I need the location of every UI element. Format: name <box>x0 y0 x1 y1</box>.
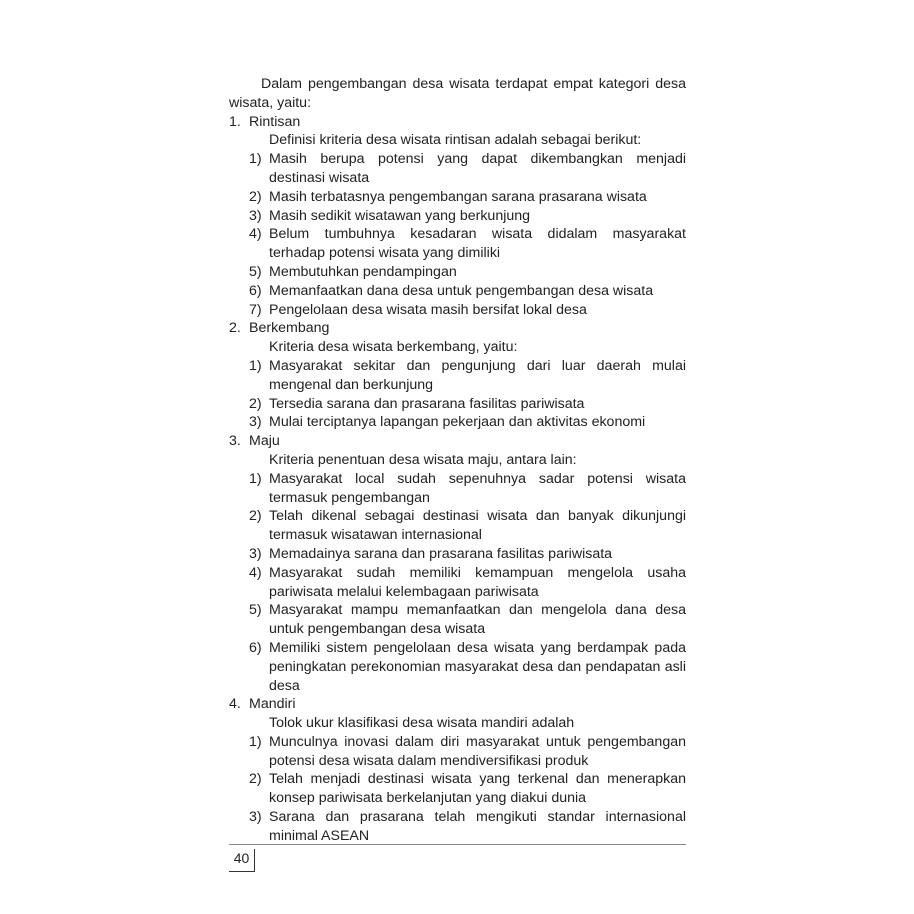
criteria-item <box>249 639 686 695</box>
category-lead: Definisi kriteria desa wisata rintisan adalah sebagai berikut: <box>269 132 642 149</box>
criteria-number: 3) <box>249 414 262 431</box>
criteria-number: 5) <box>249 602 262 619</box>
criteria-item <box>249 188 686 207</box>
criteria-text: Masyarakat mampu memanfaatkan dan mengelola dana desa untuk pengembangan desa wisata <box>269 602 686 638</box>
page-number: 40 <box>229 849 255 872</box>
criteria-item <box>249 357 686 395</box>
criteria-text: Masih berupa potensi yang dapat dikembangkan menjadi destinasi wisata <box>269 151 686 186</box>
criteria-text: Masyarakat local sudah sepenuhnya sadar potensi wisata termasuk pengembangan <box>269 470 686 506</box>
category-lead: Tolok ukur klasifikasi desa wisata mandiri adalah <box>269 715 575 732</box>
criteria-number: 1) <box>249 470 262 487</box>
criteria-number: 6) <box>249 639 262 656</box>
criteria-text: Mulai terciptanya lapangan pekerjaan dan aktivitas ekonomi <box>269 414 646 431</box>
criteria-number: 3) <box>249 545 262 562</box>
criteria-item <box>249 601 686 639</box>
category-lead: Kriteria desa wisata berkembang, yaitu: <box>269 339 518 356</box>
criteria-list <box>229 733 686 846</box>
criteria-item <box>249 150 686 188</box>
criteria-number: 5) <box>249 263 262 280</box>
criteria-text: Memiliki sistem pengelolaan desa wisata yang berdampak pada peningkatan perekonomian masyarakat desa dan pendapatan asli desa <box>269 639 686 694</box>
category-title: Berkembang <box>249 320 330 337</box>
category-heading <box>229 113 686 132</box>
criteria-text: Pengelolaan desa wisata masih bersifat lokal desa <box>269 301 587 318</box>
criteria-number: 2) <box>249 508 262 525</box>
category-heading <box>229 695 686 714</box>
criteria-text: Membutuhkan pendampingan <box>269 263 457 280</box>
criteria-number: 3) <box>249 809 262 826</box>
criteria-list <box>229 150 686 319</box>
criteria-item <box>249 225 686 263</box>
category-section <box>229 695 686 845</box>
criteria-number: 4) <box>249 564 262 581</box>
criteria-list <box>229 357 686 432</box>
criteria-item <box>249 808 686 846</box>
criteria-number: 2) <box>249 188 262 205</box>
category-section <box>229 319 686 432</box>
footer-rule <box>229 844 686 845</box>
criteria-text: Memanfaatkan dana desa untuk pengembangan desa wisata <box>269 282 654 299</box>
category-heading <box>229 319 686 338</box>
intro-paragraph: Dalam pengembangan desa wisata terdapat empat kategori desa wisata, yaitu: <box>229 76 686 111</box>
criteria-text: Masyarakat sekitar dan pengunjung dari luar daerah mulai mengenal dan berkunjung <box>269 357 686 393</box>
criteria-text: Masih sedikit wisatawan yang berkunjung <box>269 207 531 224</box>
criteria-item <box>249 263 686 282</box>
criteria-list <box>229 470 686 696</box>
criteria-number: 3) <box>249 207 262 224</box>
category-title: Maju <box>249 433 280 450</box>
criteria-item <box>249 301 686 320</box>
criteria-item <box>249 207 686 226</box>
category-heading <box>229 432 686 451</box>
category-number: 2. <box>229 320 241 337</box>
criteria-number: 1) <box>249 151 262 168</box>
criteria-number: 2) <box>249 395 262 412</box>
criteria-text: Tersedia sarana dan prasarana fasilitas pariwisata <box>269 395 585 412</box>
category-lead: Kriteria penentuan desa wisata maju, antara lain: <box>269 451 577 468</box>
criteria-number: 1) <box>249 733 262 750</box>
criteria-number: 2) <box>249 771 262 788</box>
criteria-text: Telah menjadi destinasi wisata yang terkenal dan menerapkan konsep pariwisata berkelanjutan yang diakui dunia <box>269 771 686 807</box>
category-title: Mandiri <box>249 696 296 713</box>
criteria-item <box>249 395 686 414</box>
category-title: Rintisan <box>249 113 301 130</box>
page-body <box>229 75 686 846</box>
criteria-item <box>249 733 686 771</box>
category-number: 1. <box>229 113 241 130</box>
criteria-item <box>249 545 686 564</box>
criteria-text: Belum tumbuhnya kesadaran wisata didalam masyarakat terhadap potensi wisata yang dimiliki <box>269 226 686 262</box>
criteria-number: 4) <box>249 226 262 243</box>
criteria-item <box>249 507 686 545</box>
category-section <box>229 113 686 320</box>
criteria-text: Masih terbatasnya pengembangan sarana prasarana wisata <box>269 188 647 205</box>
category-section <box>229 432 686 695</box>
criteria-text: Memadainya sarana dan prasarana fasilitas pariwisata <box>269 545 613 562</box>
criteria-item <box>249 770 686 808</box>
category-number: 4. <box>229 696 241 713</box>
criteria-text: Munculnya inovasi dalam diri masyarakat untuk pengembangan potensi desa wisata dalam mendiversifikasi produk <box>269 733 686 769</box>
criteria-item <box>249 470 686 508</box>
category-number: 3. <box>229 433 241 450</box>
criteria-number: 6) <box>249 282 262 299</box>
criteria-text: Sarana dan prasarana telah mengikuti standar internasional minimal ASEAN <box>269 809 686 844</box>
criteria-number: 7) <box>249 301 262 318</box>
criteria-item <box>249 413 686 432</box>
criteria-text: Telah dikenal sebagai destinasi wisata dan banyak dikunjungi termasuk wisatawan internasional <box>269 508 686 544</box>
criteria-item <box>249 564 686 602</box>
criteria-item <box>249 282 686 301</box>
criteria-text: Masyarakat sudah memiliki kemampuan mengelola usaha pariwisata melalui kelembagaan pariwisata <box>269 564 686 600</box>
criteria-number: 1) <box>249 357 262 374</box>
category-list <box>229 113 686 846</box>
